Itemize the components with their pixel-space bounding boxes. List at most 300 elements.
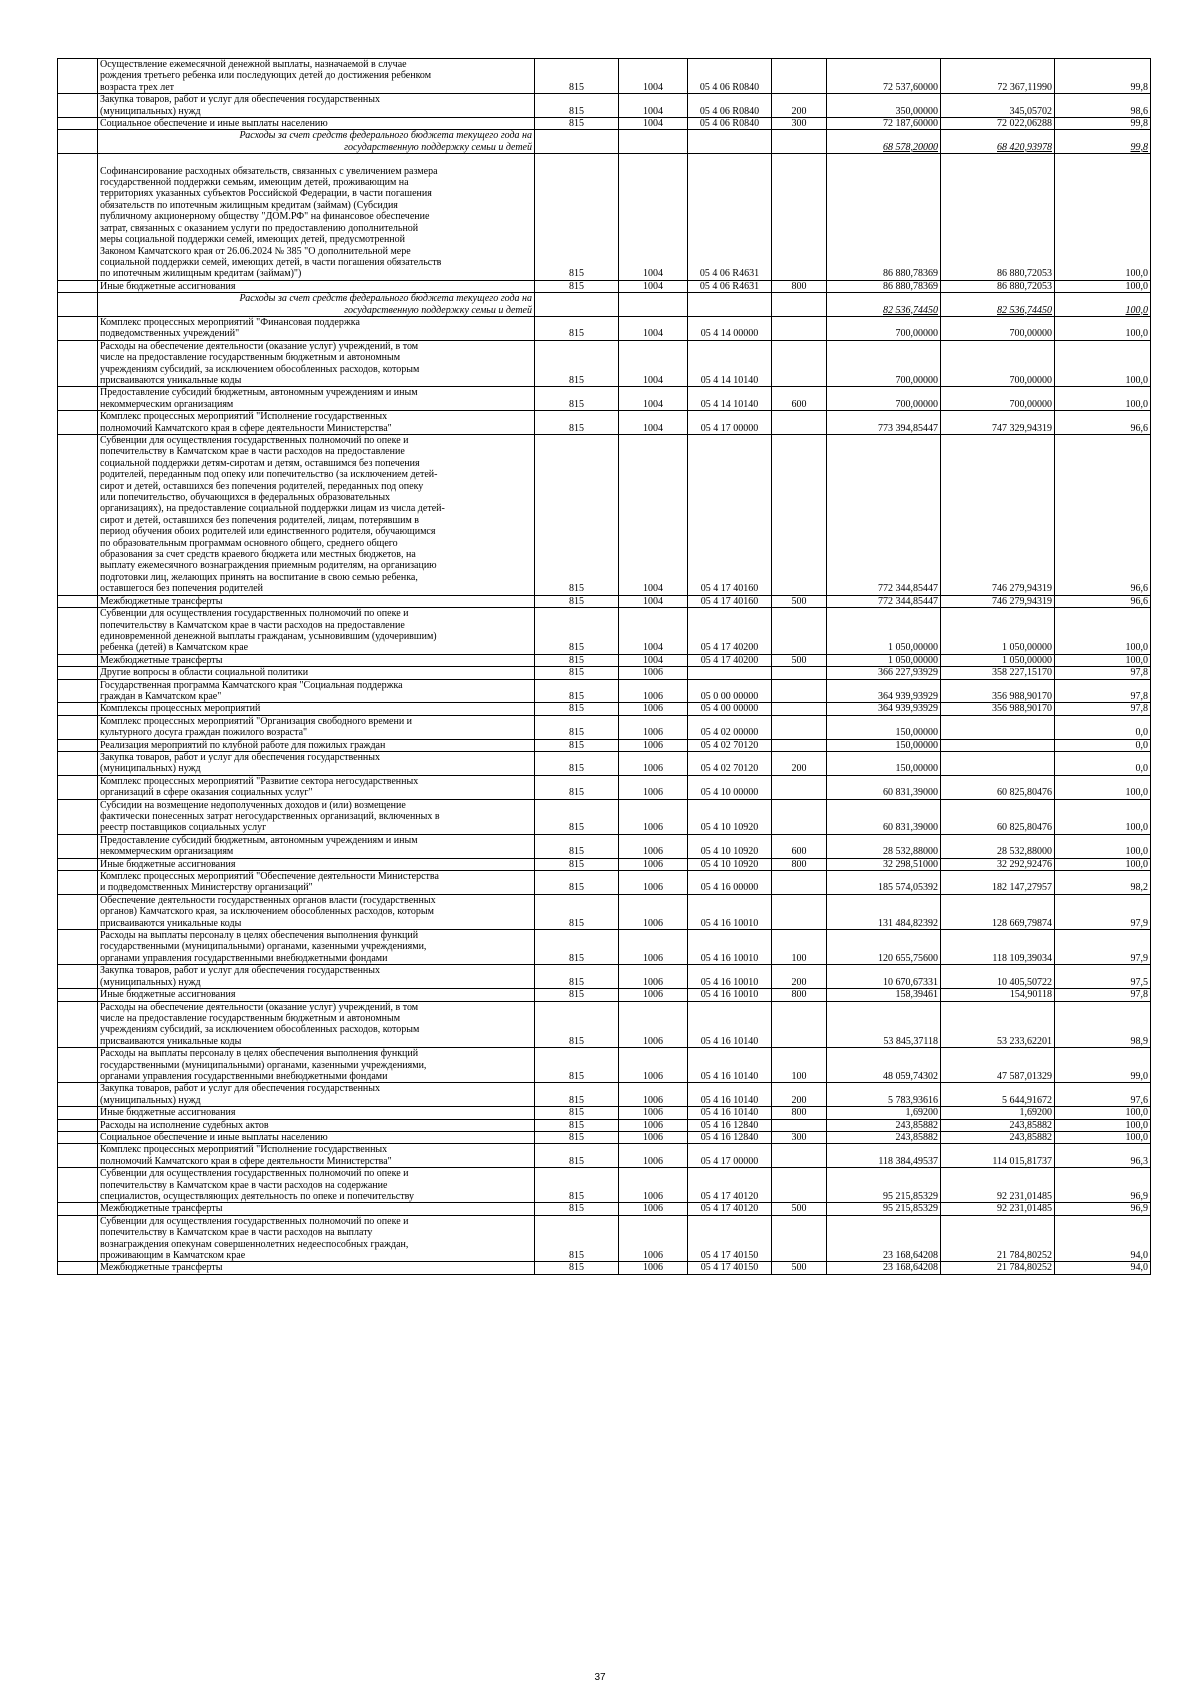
row-expense-type xyxy=(772,316,827,340)
table-subtotal-row xyxy=(58,293,1151,317)
row-actual-amount: 86 880,72053 xyxy=(941,154,1055,280)
row-blank-cell xyxy=(58,654,98,666)
row-description: Закупка товаров, работ и услуг для обеспечения государственных (муниципальных) нужд xyxy=(98,965,535,989)
row-description: Закупка товаров, работ и услуг для обеспечения государственных (муниципальных) нужд xyxy=(98,94,535,118)
row-description: Субсидии на возмещение недополученных доходов и (или) возмещение фактически понесенных затрат негосударственных организаций, включенных в реестр поставщиков социальных услуг xyxy=(98,799,535,834)
row-execution-percent: 97,5 xyxy=(1055,965,1151,989)
row-section-code: 1006 xyxy=(619,799,688,834)
row-planned-amount: 772 344,85447 xyxy=(827,595,941,607)
row-target-article: 05 4 16 10010 xyxy=(688,989,772,1001)
row-expense-type: 800 xyxy=(772,858,827,870)
row-expense-type xyxy=(772,775,827,799)
table-row xyxy=(58,930,1151,965)
row-target-article: 05 4 06 R4631 xyxy=(688,154,772,280)
row-section-code: 1006 xyxy=(619,1001,688,1048)
row-planned-amount: 150,00000 xyxy=(827,715,941,739)
row-section-code: 1006 xyxy=(619,1119,688,1131)
table-row xyxy=(58,118,1151,130)
table-row xyxy=(58,667,1151,679)
row-execution-percent: 100,0 xyxy=(1055,1131,1151,1143)
row-description: Государственная программа Камчатского края "Социальная поддержка граждан в Камчатском крае" xyxy=(98,679,535,703)
table-subtotal-row xyxy=(58,130,1151,154)
row-planned-amount: 1 050,00000 xyxy=(827,608,941,655)
row-section-code: 1006 xyxy=(619,858,688,870)
row-description: Предоставление субсидий бюджетным, автономным учреждениям и иным некоммерческим организациям xyxy=(98,834,535,858)
row-admin-code: 815 xyxy=(535,435,619,596)
row-actual-amount: 82 536,74450 xyxy=(941,293,1055,317)
row-blank-cell xyxy=(58,1168,98,1203)
row-planned-amount: 700,00000 xyxy=(827,387,941,411)
row-blank-cell xyxy=(58,293,98,317)
row-description: Софинансирование расходных обязательств, связанных с увеличением размера государственной поддержки семьям, имеющим детей, проживающим на территориях указанных субъектов Российской Федерации, в части погашения обязательств по ипотечным жилищным кредитам (займам) (Субсидия публичному акционерному обществу "ДОМ.РФ" на финансовое обеспечение затрат, связанных с оказанием услуги по предоставлению дополнительной меры социальной поддержки семей, имеющих детей, предусмотренной Законом Камчатского края от 26.06.2024 № 385 "О дополнительной мере социальной поддержки семей, имеющих детей, в части погашения обязательств по ипотечным жилищным кредитам (займам)") xyxy=(98,154,535,280)
row-planned-amount: 243,85882 xyxy=(827,1131,941,1143)
row-expense-type: 800 xyxy=(772,989,827,1001)
row-expense-type xyxy=(772,799,827,834)
row-target-article: 05 4 17 40150 xyxy=(688,1215,772,1262)
row-section-code: 1006 xyxy=(619,894,688,929)
row-planned-amount: 23 168,64208 xyxy=(827,1262,941,1274)
row-execution-percent: 100,0 xyxy=(1055,858,1151,870)
row-expense-type xyxy=(772,411,827,435)
row-target-article: 05 4 10 10920 xyxy=(688,834,772,858)
row-blank-cell xyxy=(58,59,98,94)
row-section-code: 1006 xyxy=(619,667,688,679)
row-blank-cell xyxy=(58,1262,98,1274)
row-planned-amount: 158,39461 xyxy=(827,989,941,1001)
row-section-code: 1006 xyxy=(619,739,688,751)
row-admin-code: 815 xyxy=(535,1001,619,1048)
row-actual-amount: 746 279,94319 xyxy=(941,595,1055,607)
table-row xyxy=(58,94,1151,118)
row-execution-percent: 100,0 xyxy=(1055,280,1151,292)
row-actual-amount: 21 784,80252 xyxy=(941,1215,1055,1262)
row-target-article: 05 4 00 00000 xyxy=(688,703,772,715)
row-section-code: 1004 xyxy=(619,316,688,340)
row-admin-code: 815 xyxy=(535,1168,619,1203)
row-target-article xyxy=(688,667,772,679)
row-execution-percent: 100,0 xyxy=(1055,608,1151,655)
table-row xyxy=(58,858,1151,870)
row-target-article: 05 4 10 10920 xyxy=(688,799,772,834)
row-blank-cell xyxy=(58,595,98,607)
row-actual-amount: 345,05702 xyxy=(941,94,1055,118)
row-execution-percent: 100,0 xyxy=(1055,775,1151,799)
row-expense-type: 200 xyxy=(772,965,827,989)
row-admin-code: 815 xyxy=(535,1107,619,1119)
row-planned-amount: 773 394,85447 xyxy=(827,411,941,435)
row-planned-amount: 700,00000 xyxy=(827,316,941,340)
row-admin-code: 815 xyxy=(535,703,619,715)
row-admin-code: 815 xyxy=(535,751,619,775)
row-description: Расходы за счет средств федерального бюджета текущего года на государственную поддержку семьи и детей xyxy=(98,130,535,154)
table-row xyxy=(58,894,1151,929)
row-actual-amount: 700,00000 xyxy=(941,387,1055,411)
row-admin-code: 815 xyxy=(535,280,619,292)
row-target-article: 05 4 16 10010 xyxy=(688,930,772,965)
row-planned-amount: 1 050,00000 xyxy=(827,654,941,666)
row-execution-percent: 100,0 xyxy=(1055,387,1151,411)
row-planned-amount: 60 831,39000 xyxy=(827,775,941,799)
row-planned-amount: 131 484,82392 xyxy=(827,894,941,929)
row-expense-type xyxy=(772,679,827,703)
row-section-code: 1004 xyxy=(619,340,688,387)
row-description: Расходы на выплаты персоналу в целях обеспечения выполнения функций государственными (муниципальными) органами, казенными учреждениями, органами управления государственными внебюджетными фондами xyxy=(98,1048,535,1083)
row-expense-type: 200 xyxy=(772,751,827,775)
row-blank-cell xyxy=(58,751,98,775)
row-section-code: 1004 xyxy=(619,595,688,607)
row-target-article: 05 4 02 70120 xyxy=(688,739,772,751)
row-expense-type: 600 xyxy=(772,834,827,858)
table-row xyxy=(58,1203,1151,1215)
row-execution-percent: 94,0 xyxy=(1055,1262,1151,1274)
row-section-code: 1006 xyxy=(619,989,688,1001)
row-execution-percent: 100,0 xyxy=(1055,1119,1151,1131)
row-planned-amount: 364 939,93929 xyxy=(827,679,941,703)
row-planned-amount: 10 670,67331 xyxy=(827,965,941,989)
row-blank-cell xyxy=(58,1001,98,1048)
row-admin-code: 815 xyxy=(535,894,619,929)
row-target-article: 05 4 06 R0840 xyxy=(688,94,772,118)
table-row xyxy=(58,154,1151,280)
row-target-article: 05 4 17 40200 xyxy=(688,608,772,655)
row-actual-amount: 28 532,88000 xyxy=(941,834,1055,858)
page-number: 37 xyxy=(594,1672,606,1683)
row-admin-code: 815 xyxy=(535,799,619,834)
row-admin-code: 815 xyxy=(535,94,619,118)
row-section-code: 1006 xyxy=(619,1048,688,1083)
row-target-article: 05 4 16 12840 xyxy=(688,1119,772,1131)
row-section-code xyxy=(619,130,688,154)
row-actual-amount xyxy=(941,715,1055,739)
row-blank-cell xyxy=(58,894,98,929)
row-description: Иные бюджетные ассигнования xyxy=(98,858,535,870)
row-description: Другие вопросы в области социальной политики xyxy=(98,667,535,679)
row-section-code: 1006 xyxy=(619,679,688,703)
row-actual-amount: 700,00000 xyxy=(941,316,1055,340)
row-execution-percent: 96,3 xyxy=(1055,1144,1151,1168)
row-blank-cell xyxy=(58,1215,98,1262)
row-admin-code: 815 xyxy=(535,608,619,655)
row-section-code: 1006 xyxy=(619,715,688,739)
row-expense-type: 800 xyxy=(772,1107,827,1119)
row-blank-cell xyxy=(58,94,98,118)
row-target-article: 05 4 16 10140 xyxy=(688,1083,772,1107)
row-execution-percent: 99,8 xyxy=(1055,130,1151,154)
row-expense-type: 200 xyxy=(772,1083,827,1107)
table-row xyxy=(58,59,1151,94)
row-blank-cell xyxy=(58,435,98,596)
row-execution-percent: 96,9 xyxy=(1055,1203,1151,1215)
row-admin-code: 815 xyxy=(535,989,619,1001)
row-planned-amount: 700,00000 xyxy=(827,340,941,387)
row-blank-cell xyxy=(58,118,98,130)
row-execution-percent: 98,2 xyxy=(1055,871,1151,895)
row-admin-code: 815 xyxy=(535,1262,619,1274)
row-target-article: 05 4 16 12840 xyxy=(688,1131,772,1143)
row-section-code: 1004 xyxy=(619,118,688,130)
row-actual-amount: 356 988,90170 xyxy=(941,703,1055,715)
row-target-article: 05 4 06 R0840 xyxy=(688,59,772,94)
table-row xyxy=(58,799,1151,834)
row-planned-amount: 72 537,60000 xyxy=(827,59,941,94)
row-expense-type: 200 xyxy=(772,94,827,118)
row-planned-amount: 120 655,75600 xyxy=(827,930,941,965)
row-planned-amount: 95 215,85329 xyxy=(827,1168,941,1203)
row-target-article: 05 4 16 10010 xyxy=(688,965,772,989)
row-expense-type: 100 xyxy=(772,930,827,965)
row-target-article: 05 4 17 00000 xyxy=(688,411,772,435)
row-description: Субвенции для осуществления государственных полномочий по опеке и попечительству в Камчатском крае в части расходов на предоставление единовременной денежной выплаты гражданам, усыновившим (удочерившим) ребенка (детей) в Камчатском крае xyxy=(98,608,535,655)
row-execution-percent: 97,9 xyxy=(1055,894,1151,929)
row-expense-type xyxy=(772,871,827,895)
row-actual-amount: 182 147,27957 xyxy=(941,871,1055,895)
row-blank-cell xyxy=(58,858,98,870)
row-actual-amount: 92 231,01485 xyxy=(941,1203,1055,1215)
row-admin-code: 815 xyxy=(535,154,619,280)
table-row xyxy=(58,387,1151,411)
row-admin-code: 815 xyxy=(535,965,619,989)
table-row xyxy=(58,1119,1151,1131)
row-section-code: 1006 xyxy=(619,834,688,858)
row-blank-cell xyxy=(58,930,98,965)
row-blank-cell xyxy=(58,834,98,858)
row-target-article: 05 4 10 00000 xyxy=(688,775,772,799)
row-execution-percent: 99,8 xyxy=(1055,118,1151,130)
row-actual-amount: 60 825,80476 xyxy=(941,775,1055,799)
row-planned-amount: 60 831,39000 xyxy=(827,799,941,834)
row-admin-code: 815 xyxy=(535,1144,619,1168)
row-description: Расходы на обеспечение деятельности (оказание услуг) учреждений, в том числе на предоставление государственным бюджетным и автономным учреждениям субсидий, за исключением обособленных расходов, которым присваиваются уникальные коды xyxy=(98,1001,535,1048)
row-planned-amount: 185 574,05392 xyxy=(827,871,941,895)
row-execution-percent: 97,9 xyxy=(1055,930,1151,965)
row-actual-amount: 114 015,81737 xyxy=(941,1144,1055,1168)
row-execution-percent: 96,6 xyxy=(1055,595,1151,607)
row-planned-amount: 366 227,93929 xyxy=(827,667,941,679)
row-admin-code: 815 xyxy=(535,715,619,739)
row-expense-type: 500 xyxy=(772,595,827,607)
row-admin-code: 815 xyxy=(535,59,619,94)
row-blank-cell xyxy=(58,1083,98,1107)
row-blank-cell xyxy=(58,965,98,989)
row-expense-type xyxy=(772,154,827,280)
row-target-article: 05 4 06 R0840 xyxy=(688,118,772,130)
row-blank-cell xyxy=(58,1048,98,1083)
row-planned-amount: 1,69200 xyxy=(827,1107,941,1119)
row-section-code: 1004 xyxy=(619,387,688,411)
table-row xyxy=(58,775,1151,799)
row-blank-cell xyxy=(58,703,98,715)
row-planned-amount: 28 532,88000 xyxy=(827,834,941,858)
row-execution-percent: 97,8 xyxy=(1055,667,1151,679)
row-description: Реализация мероприятий по клубной работе для пожилых граждан xyxy=(98,739,535,751)
row-description: Социальное обеспечение и иные выплаты населению xyxy=(98,1131,535,1143)
table-row xyxy=(58,1215,1151,1262)
budget-execution-table xyxy=(57,58,1151,1275)
row-admin-code: 815 xyxy=(535,871,619,895)
row-section-code: 1006 xyxy=(619,751,688,775)
row-execution-percent: 0,0 xyxy=(1055,715,1151,739)
row-expense-type xyxy=(772,894,827,929)
row-blank-cell xyxy=(58,340,98,387)
row-section-code: 1004 xyxy=(619,654,688,666)
row-section-code: 1006 xyxy=(619,871,688,895)
row-description: Иные бюджетные ассигнования xyxy=(98,989,535,1001)
row-execution-percent: 100,0 xyxy=(1055,654,1151,666)
row-expense-type xyxy=(772,130,827,154)
row-section-code: 1006 xyxy=(619,1262,688,1274)
row-blank-cell xyxy=(58,715,98,739)
table-row xyxy=(58,280,1151,292)
row-description: Расходы на выплаты персоналу в целях обеспечения выполнения функций государственными (муниципальными) органами, казенными учреждениями, органами управления государственными внебюджетными фондами xyxy=(98,930,535,965)
budget-table-sheet xyxy=(57,58,1150,1275)
table-row xyxy=(58,834,1151,858)
row-target-article: 05 4 17 40120 xyxy=(688,1168,772,1203)
row-blank-cell xyxy=(58,667,98,679)
row-execution-percent: 100,0 xyxy=(1055,340,1151,387)
row-section-code: 1006 xyxy=(619,1203,688,1215)
row-actual-amount: 243,85882 xyxy=(941,1119,1055,1131)
row-admin-code: 815 xyxy=(535,858,619,870)
row-execution-percent: 97,8 xyxy=(1055,989,1151,1001)
row-planned-amount: 82 536,74450 xyxy=(827,293,941,317)
row-expense-type: 500 xyxy=(772,1203,827,1215)
row-target-article: 05 4 17 40150 xyxy=(688,1262,772,1274)
row-blank-cell xyxy=(58,679,98,703)
row-actual-amount: 92 231,01485 xyxy=(941,1168,1055,1203)
row-section-code: 1004 xyxy=(619,94,688,118)
row-actual-amount: 128 669,79874 xyxy=(941,894,1055,929)
row-description: Закупка товаров, работ и услуг для обеспечения государственных (муниципальных) нужд xyxy=(98,751,535,775)
row-admin-code: 815 xyxy=(535,654,619,666)
row-description: Иные бюджетные ассигнования xyxy=(98,280,535,292)
row-target-article: 05 4 17 40160 xyxy=(688,595,772,607)
row-description: Межбюджетные трансферты xyxy=(98,654,535,666)
row-target-article: 05 4 02 70120 xyxy=(688,751,772,775)
table-row xyxy=(58,751,1151,775)
row-target-article: 05 4 17 00000 xyxy=(688,1144,772,1168)
row-admin-code: 815 xyxy=(535,930,619,965)
row-actual-amount: 72 367,11990 xyxy=(941,59,1055,94)
row-admin-code: 815 xyxy=(535,1215,619,1262)
row-expense-type xyxy=(772,667,827,679)
row-planned-amount: 772 344,85447 xyxy=(827,435,941,596)
row-expense-type xyxy=(772,1119,827,1131)
row-target-article: 05 4 17 40160 xyxy=(688,435,772,596)
row-description: Комплекс процессных мероприятий "Финансовая поддержка подведомственных учреждений" xyxy=(98,316,535,340)
row-description: Комплекс процессных мероприятий "Обеспечение деятельности Министерства и подведомственных Министерству организаций" xyxy=(98,871,535,895)
row-actual-amount: 72 022,06288 xyxy=(941,118,1055,130)
row-description: Предоставление субсидий бюджетным, автономным учреждениям и иным некоммерческим организациям xyxy=(98,387,535,411)
row-expense-type: 500 xyxy=(772,654,827,666)
row-description: Субвенции для осуществления государственных полномочий по опеке и попечительству в Камчатском крае в части расходов на содержание специалистов, осуществляющих деятельность по опеке и попечительству xyxy=(98,1168,535,1203)
row-target-article: 05 4 16 10140 xyxy=(688,1001,772,1048)
row-admin-code: 815 xyxy=(535,834,619,858)
row-execution-percent: 98,9 xyxy=(1055,1001,1151,1048)
row-description: Расходы за счет средств федерального бюджета текущего года на государственную поддержку семьи и детей xyxy=(98,293,535,317)
row-execution-percent: 97,8 xyxy=(1055,703,1151,715)
row-actual-amount: 1,69200 xyxy=(941,1107,1055,1119)
row-planned-amount: 72 187,60000 xyxy=(827,118,941,130)
row-execution-percent: 97,8 xyxy=(1055,679,1151,703)
row-target-article: 05 4 16 10010 xyxy=(688,894,772,929)
table-row xyxy=(58,715,1151,739)
row-description: Осуществление ежемесячной денежной выплаты, назначаемой в случае рождения третьего ребенка или последующих детей до достижения ребенком возраста трех лет xyxy=(98,59,535,94)
row-execution-percent: 94,0 xyxy=(1055,1215,1151,1262)
row-actual-amount: 243,85882 xyxy=(941,1131,1055,1143)
row-expense-type xyxy=(772,608,827,655)
row-blank-cell xyxy=(58,871,98,895)
row-section-code: 1006 xyxy=(619,1168,688,1203)
table-row xyxy=(58,1083,1151,1107)
row-planned-amount: 23 168,64208 xyxy=(827,1215,941,1262)
row-execution-percent: 99,0 xyxy=(1055,1048,1151,1083)
row-section-code: 1004 xyxy=(619,59,688,94)
row-execution-percent: 0,0 xyxy=(1055,751,1151,775)
row-blank-cell xyxy=(58,154,98,280)
row-expense-type xyxy=(772,340,827,387)
row-planned-amount: 53 845,37118 xyxy=(827,1001,941,1048)
row-description: Обеспечение деятельности государственных органов власти (государственных органов) Камчатского края, за исключением обособленных расходов, которым присваиваются уникальные коды xyxy=(98,894,535,929)
row-section-code: 1006 xyxy=(619,1107,688,1119)
row-execution-percent: 96,6 xyxy=(1055,411,1151,435)
row-expense-type: 500 xyxy=(772,1262,827,1274)
row-execution-percent: 100,0 xyxy=(1055,799,1151,834)
row-section-code: 1006 xyxy=(619,703,688,715)
row-target-article xyxy=(688,293,772,317)
row-admin-code: 815 xyxy=(535,1203,619,1215)
row-actual-amount: 1 050,00000 xyxy=(941,608,1055,655)
row-section-code: 1006 xyxy=(619,965,688,989)
row-expense-type xyxy=(772,715,827,739)
row-description: Расходы на обеспечение деятельности (оказание услуг) учреждений, в том числе на предоставление государственным бюджетным и автономным учреждениям субсидий, за исключением обособленных расходов, которым присваиваются уникальные коды xyxy=(98,340,535,387)
row-section-code: 1006 xyxy=(619,1144,688,1168)
row-admin-code xyxy=(535,130,619,154)
row-target-article: 05 4 14 10140 xyxy=(688,340,772,387)
table-row xyxy=(58,965,1151,989)
row-expense-type xyxy=(772,1144,827,1168)
row-admin-code: 815 xyxy=(535,387,619,411)
row-target-article: 05 4 17 40120 xyxy=(688,1203,772,1215)
table-row xyxy=(58,1144,1151,1168)
row-description: Межбюджетные трансферты xyxy=(98,1203,535,1215)
row-expense-type: 300 xyxy=(772,1131,827,1143)
row-actual-amount: 68 420,93978 xyxy=(941,130,1055,154)
row-expense-type xyxy=(772,1168,827,1203)
row-admin-code: 815 xyxy=(535,739,619,751)
row-target-article: 05 4 02 00000 xyxy=(688,715,772,739)
row-execution-percent: 96,9 xyxy=(1055,1168,1151,1203)
row-target-article: 05 4 16 10140 xyxy=(688,1107,772,1119)
table-row xyxy=(58,1001,1151,1048)
row-blank-cell xyxy=(58,316,98,340)
row-description: Межбюджетные трансферты xyxy=(98,595,535,607)
row-expense-type: 300 xyxy=(772,118,827,130)
row-execution-percent: 0,0 xyxy=(1055,739,1151,751)
row-actual-amount xyxy=(941,751,1055,775)
row-target-article: 05 4 06 R4631 xyxy=(688,280,772,292)
row-actual-amount: 86 880,72053 xyxy=(941,280,1055,292)
row-admin-code: 815 xyxy=(535,1119,619,1131)
row-execution-percent: 100,0 xyxy=(1055,316,1151,340)
row-execution-percent: 100,0 xyxy=(1055,1107,1151,1119)
row-target-article: 05 4 16 00000 xyxy=(688,871,772,895)
row-admin-code xyxy=(535,293,619,317)
table-row xyxy=(58,595,1151,607)
row-section-code: 1006 xyxy=(619,1083,688,1107)
row-admin-code: 815 xyxy=(535,118,619,130)
row-blank-cell xyxy=(58,989,98,1001)
row-actual-amount: 53 233,62201 xyxy=(941,1001,1055,1048)
